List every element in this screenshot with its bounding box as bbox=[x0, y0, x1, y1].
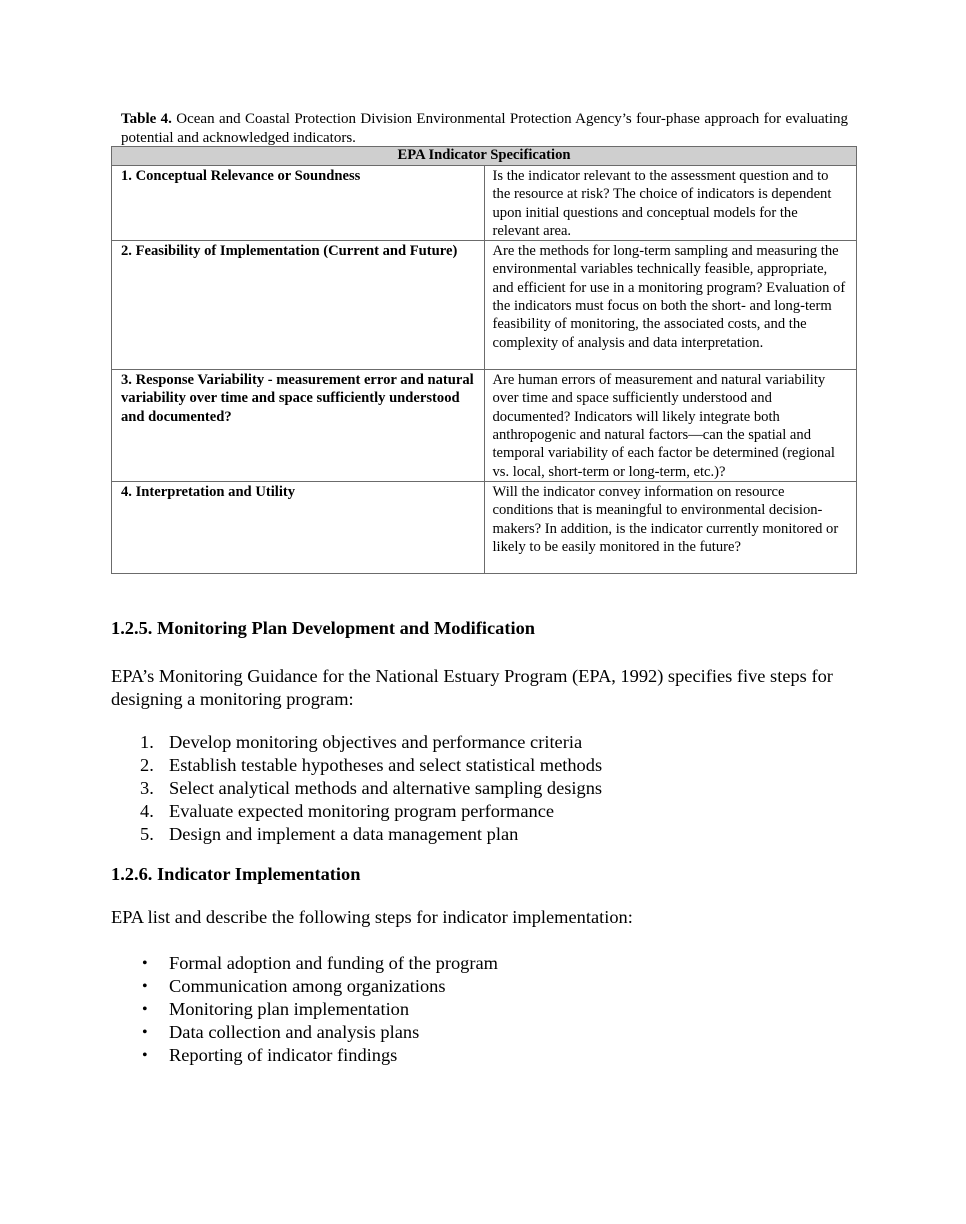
table-cell-criterion: 2. Feasibility of Implementation (Current and Future) bbox=[112, 241, 485, 370]
table-row bbox=[112, 370, 857, 482]
list-item bbox=[111, 1021, 498, 1044]
section-heading-indicator-implementation: 1.2.6. Indicator Implementation bbox=[111, 864, 361, 884]
table-header-row bbox=[112, 147, 857, 166]
table-header: EPA Indicator Specification bbox=[112, 147, 857, 166]
indicator-implementation-intro: EPA list and describe the following steps for indicator implementation: bbox=[111, 907, 633, 927]
implementation-steps-list bbox=[111, 952, 498, 1067]
list-item-text: Formal adoption and funding of the program bbox=[169, 953, 498, 973]
list-number: 4. bbox=[140, 801, 154, 821]
list-item-text: Data collection and analysis plans bbox=[169, 1022, 420, 1042]
table-row bbox=[112, 481, 857, 573]
list-item bbox=[111, 777, 602, 800]
list-item-text: Reporting of indicator findings bbox=[169, 1045, 398, 1065]
list-item bbox=[111, 754, 602, 777]
table-caption-label: Table 4. bbox=[121, 111, 172, 127]
list-item-text: Evaluate expected monitoring program performance bbox=[169, 801, 555, 821]
bullet-icon: • bbox=[142, 1047, 148, 1064]
list-item-text: Monitoring plan implementation bbox=[169, 999, 410, 1019]
table-cell-description: Are the methods for long-term sampling and measuring the environmental variables technically feasible, appropriate, and efficient for use in a monitoring program? Evaluation of the indicators must focus on both the short- and long-term feasibility of monitoring, the associated costs, and the complexity of analysis and data interpretation. bbox=[484, 241, 857, 370]
table-cell-criterion: 1. Conceptual Relevance or Soundness bbox=[112, 166, 485, 241]
table-caption-text: Ocean and Coastal Protection Division Environmental Protection Agency’s four-phase approach for evaluating potential and acknowledged indicators. bbox=[121, 111, 849, 146]
bullet-icon: • bbox=[142, 1024, 148, 1041]
list-item bbox=[111, 952, 498, 975]
list-item bbox=[111, 1044, 498, 1067]
list-item bbox=[111, 975, 498, 998]
list-item-text: Develop monitoring objectives and performance criteria bbox=[169, 732, 583, 752]
table-caption bbox=[121, 110, 848, 147]
list-item bbox=[111, 823, 602, 846]
list-item-text: Communication among organizations bbox=[169, 976, 446, 996]
table-row bbox=[112, 241, 857, 370]
list-item bbox=[111, 998, 498, 1021]
list-number: 3. bbox=[140, 778, 154, 798]
bullet-icon: • bbox=[142, 978, 148, 995]
section-heading-monitoring-plan: 1.2.5. Monitoring Plan Development and Modification bbox=[111, 618, 535, 638]
monitoring-plan-intro: EPA’s Monitoring Guidance for the National Estuary Program (EPA, 1992) specifies five steps for designing a monitoring program: bbox=[111, 666, 833, 709]
list-number: 1. bbox=[140, 732, 154, 752]
monitoring-steps-list bbox=[111, 731, 602, 846]
table-cell-criterion: 4. Interpretation and Utility bbox=[112, 481, 485, 573]
list-item bbox=[111, 800, 602, 823]
table-row bbox=[112, 166, 857, 241]
list-item-text: Select analytical methods and alternative sampling designs bbox=[169, 778, 603, 798]
list-number: 2. bbox=[140, 755, 154, 775]
bullet-icon: • bbox=[142, 955, 148, 972]
bullet-icon: • bbox=[142, 1001, 148, 1018]
list-item-text: Design and implement a data management plan bbox=[169, 824, 519, 844]
list-item bbox=[111, 731, 602, 754]
table-cell-description: Are human errors of measurement and natural variability over time and space sufficiently understood and documented? Indicators will likely integrate both anthropogenic and natural factors—can the spatial and temporal variability of each factor be determined (regional vs. local, short-term or long-term, etc.)? bbox=[484, 370, 857, 482]
list-item-text: Establish testable hypotheses and select statistical methods bbox=[169, 755, 603, 775]
indicator-specification-table bbox=[111, 146, 857, 574]
table-cell-criterion: 3. Response Variability - measurement error and natural variability over time and space sufficiently understood and documented? bbox=[112, 370, 485, 482]
list-number: 5. bbox=[140, 824, 154, 844]
table-cell-description: Will the indicator convey information on resource conditions that is meaningful to environmental decision-makers? In addition, is the indicator currently monitored or likely to be easily monitored in the future? bbox=[484, 481, 857, 573]
table-cell-description: Is the indicator relevant to the assessment question and to the resource at risk? The choice of indicators is dependent upon initial questions and conceptual models for the relevant area. bbox=[484, 166, 857, 241]
